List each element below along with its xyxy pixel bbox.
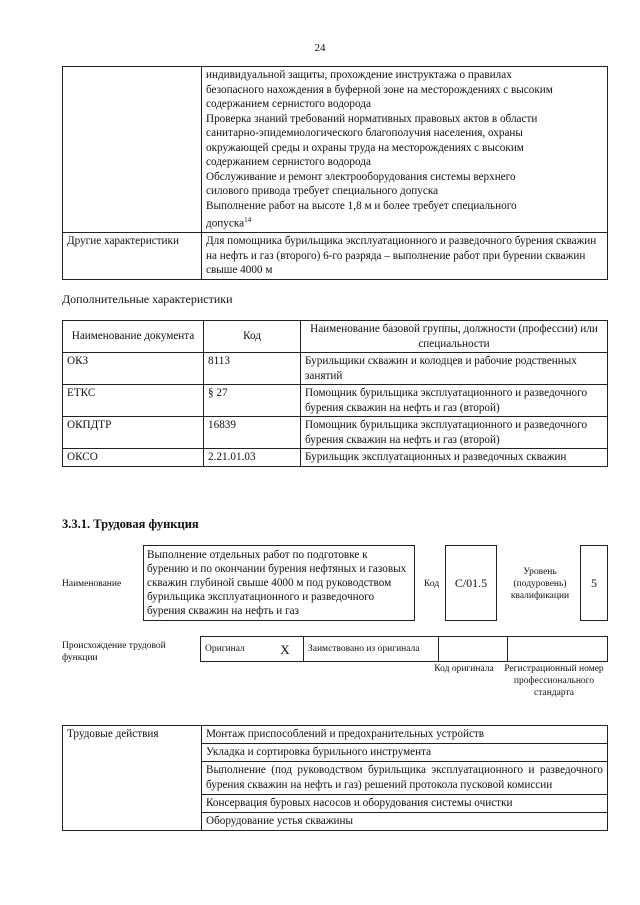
- name-cell: Бурильщик эксплуатационных и разведочных скважин: [301, 449, 608, 467]
- original-mark: X: [267, 637, 304, 662]
- table-row: [63, 67, 608, 233]
- other-characteristics-text: Для помощника бурильщика эксплуатационного и разведочного бурения скважин на нефть и газ (второго) 6-го разряда – выполнение работ при бурении скважин свыше 4000 м: [202, 233, 608, 280]
- doc-cell: ЕТКС: [63, 385, 204, 417]
- function-name-box: Выполнение отдельных работ по подготовке к бурению и по окончании бурения нефтяных и газовых скважин глубиной свыше 4000 м под руководством бурильщика эксплуатационного и разведочного бурения скважин на нефть и газ: [143, 545, 415, 621]
- code-label: Код: [424, 579, 440, 589]
- origin-label: Происхождение трудовой функции: [62, 641, 166, 663]
- name-label: Наименование: [62, 579, 122, 589]
- additional-characteristics-table: [62, 320, 608, 467]
- table-row: [63, 353, 608, 385]
- requirements-cell: [202, 67, 608, 233]
- text-line: санитарно-эпидемиологического благополучия населения, охраны: [206, 127, 523, 139]
- labor-action-item: Укладка и сортировка бурильного инструмента: [202, 744, 608, 762]
- name-cell: Помощник бурильщика эксплуатационного и разведочного бурения скважин на нефть и газ (второй): [301, 417, 608, 449]
- text-fragment: допуска: [206, 217, 245, 230]
- continuation-table: [62, 66, 608, 280]
- doc-cell: ОКСО: [63, 449, 204, 467]
- text-line: индивидуальной защиты, прохождение инструктажа о правилах: [206, 69, 512, 81]
- text-line: содержанием сернистого водорода: [206, 98, 371, 110]
- footnote-mark: 14: [244, 216, 252, 224]
- table-row: [63, 726, 608, 744]
- column-header: Код: [204, 321, 301, 353]
- labor-action-item: Монтаж приспособлений и предохранительных устройств: [202, 726, 608, 744]
- table-header-row: [63, 321, 608, 353]
- borrowed-label: Заимствовано из оригинала: [304, 637, 439, 662]
- other-characteristics-label: Другие характеристики: [63, 233, 202, 280]
- code-original-cell: [439, 637, 508, 662]
- text-line: содержанием сернистого водорода: [206, 156, 371, 168]
- labor-actions-table: [62, 725, 608, 831]
- reg-number-label: Регистрационный номер профессионального стандарта: [504, 664, 604, 698]
- doc-cell: ОКПДТР: [63, 417, 204, 449]
- origin-table: [200, 636, 608, 662]
- function-code-box: C/01.5: [445, 545, 497, 621]
- text-line: силового привода требует специального допуска: [206, 185, 439, 197]
- section-title: 3.3.1. Трудовая функция: [62, 517, 199, 531]
- text-line: [206, 213, 603, 231]
- labor-action-item: Выполнение (под руководством бурильщика эксплуатационного и разведочного бурения скважин на нефть и газ) решений протокола пусковой комиссии: [202, 762, 608, 795]
- doc-cell: ОКЗ: [63, 353, 204, 385]
- column-header: Наименование базовой группы, должности (профессии) или специальности: [301, 321, 608, 353]
- text-line: безопасного нахождения в буферной зоне на месторождениях с высоким: [206, 83, 553, 96]
- original-label: Оригинал: [201, 637, 268, 662]
- table-row: [63, 385, 608, 417]
- level-label: Уровень (подуровень) квалификации: [510, 567, 570, 601]
- labor-action-item: Оборудование устья скважины: [202, 813, 608, 831]
- code-cell: 16839: [204, 417, 301, 449]
- text-line: Выполнение работ на высоте 1,8 м и более требует специального: [206, 199, 517, 212]
- code-original-label: Код оригинала: [434, 664, 494, 674]
- name-cell: Бурильщики скважин и колодцев и рабочие родственных занятий: [301, 353, 608, 385]
- code-cell: § 27: [204, 385, 301, 417]
- table-row: [63, 417, 608, 449]
- text-line: Проверка знаний требований нормативных правовых актов в области: [206, 112, 538, 125]
- code-cell: 8113: [204, 353, 301, 385]
- table-row: [63, 233, 608, 280]
- code-cell: 2.21.01.03: [204, 449, 301, 467]
- additional-characteristics-title: Дополнительные характеристики: [62, 292, 233, 306]
- table-row: [201, 637, 608, 662]
- reg-number-cell: [508, 637, 608, 662]
- name-cell: Помощник бурильщика эксплуатационного и разведочного бурения скважин на нефть и газ (второй): [301, 385, 608, 417]
- labor-actions-label: Трудовые действия: [63, 726, 202, 831]
- column-header: Наименование документа: [63, 321, 204, 353]
- text-line: окружающей среды и охраны труда на месторождениях с высоким: [206, 141, 524, 154]
- labor-action-item: Консервация буровых насосов и оборудования системы очистки: [202, 795, 608, 813]
- table-row: [63, 449, 608, 467]
- text-line: Обслуживание и ремонт электрооборудования системы верхнего: [206, 170, 516, 183]
- empty-cell: [63, 67, 202, 233]
- page-number: 24: [314, 42, 326, 54]
- level-value-box: 5: [580, 545, 608, 621]
